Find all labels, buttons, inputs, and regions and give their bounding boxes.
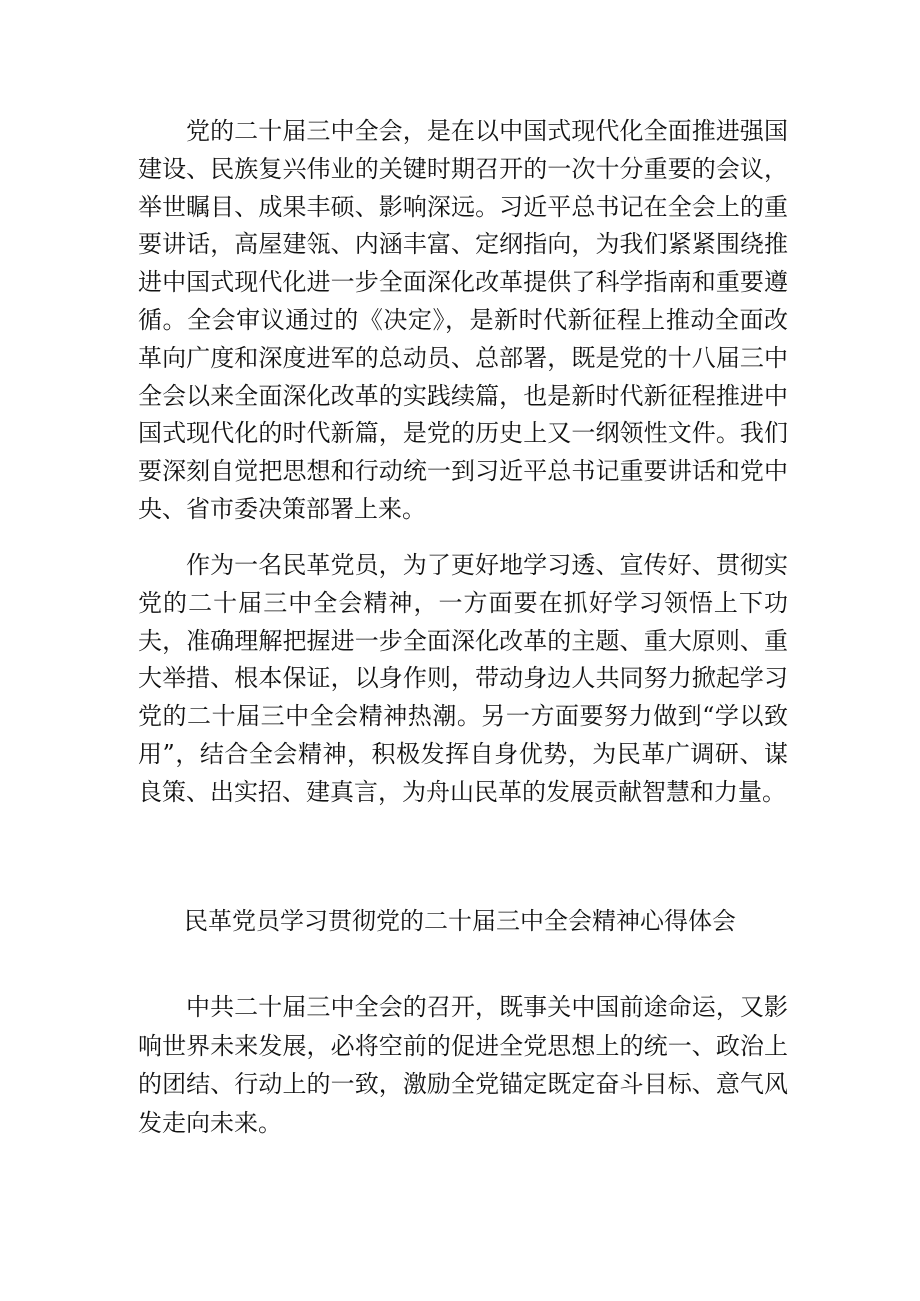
body-paragraph-2: 作为一名民革党员，为了更好地学习透、宣传好、贯彻实党的二十届三中全会精神，一方面要在抓好学习领悟上下功夫，准确理解把握进一步全面深化改革的主题、重大原则、重大举措、根本保证，以身作则，带动身边人共同努力掀起学习党的二十届三中全会精神热潮。另一方面要努力做到“学以致用”，结合全会精神，积极发挥自身优势，为民革广调研、谋良策、出实招、建真言，为舟山民革的发展贡献智慧和力量。 [138,551,788,806]
section-heading: 民革党员学习贯彻党的二十届三中全会精神心得体会 [184,907,736,935]
body-paragraph-1: 党的二十届三中全会，是在以中国式现代化全面推进强国建设、民族复兴伟业的关键时期召开的一次十分重要的会议，举世瞩目、成果丰硕、影响深远。习近平总书记在全会上的重要讲话，高屋建瓴、内涵丰富、定纲指向，为我们紧紧围绕推进中国式现代化进一步全面深化改革提供了科学指南和重要遵循。全会审议通过的《决定》，是新时代新征程上推动全面改革向广度和深度进军的总动员、总部署，既是党的十八届三中全会以来全面深化改革的实践续篇，也是新时代新征程推进中国式现代化的时代新篇，是党的历史上又一纲领性文件。我们要深刻自觉把思想和行动统一到习近平总书记重要讲话和党中央、省市委决策部署上来。 [138,117,788,523]
body-paragraph-3: 中共二十届三中全会的召开，既事关中国前途命运，又影响世界未来发展，必将空前的促进全党思想上的统一、政治上的团结、行动上的一致，激励全党锚定既定奋斗目标、意气风发走向未来。 [138,993,788,1137]
